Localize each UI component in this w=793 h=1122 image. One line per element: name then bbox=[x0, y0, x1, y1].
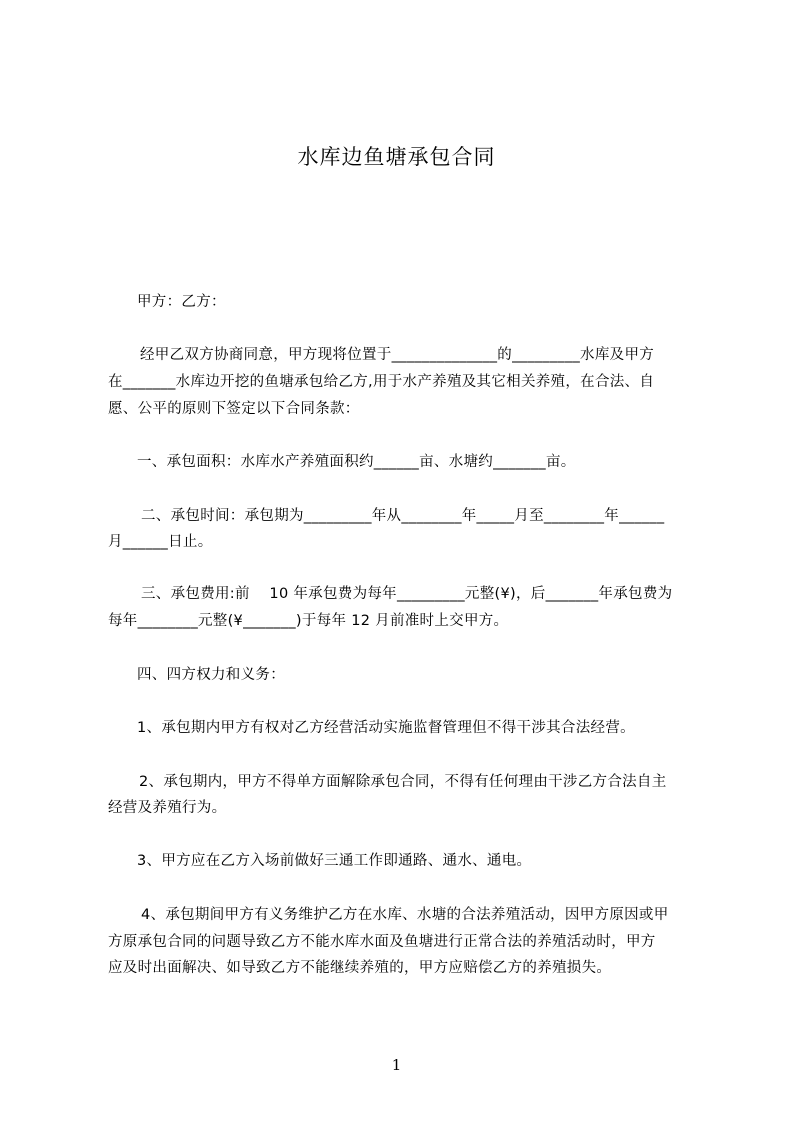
rights-item-2-line-1: 2、承包期内，甲方不得单方面解除承包合同，不得有任何理由干涉乙方合法自主 bbox=[139, 774, 667, 790]
clause-term-line-1: 二、承包时间：承包期为_________年从________年_____月至________年______ bbox=[141, 508, 665, 524]
intro-line-1: 经甲乙双方协商同意，甲方现将位置于______________的_________水库及甲方 bbox=[140, 347, 655, 363]
rights-item-2-line-2: 经营及养殖行为。 bbox=[108, 800, 227, 816]
rights-item-1: 1、承包期内甲方有权对乙方经营活动实施监督管理但不得干涉其合法经营。 bbox=[137, 720, 635, 736]
clause-fee-line-1: 三、承包费用:前 10 年承包费为每年_________元整(¥)，后_______年承包费为 bbox=[141, 586, 673, 602]
document-title: 水库边鱼塘承包合同 bbox=[297, 145, 496, 169]
intro-line-3: 愿、公平的原则下签定以下合同条款： bbox=[108, 401, 360, 417]
rights-item-4-line-1: 4、承包期间甲方有义务维护乙方在水库、水塘的合法养殖活动，因甲方原因或甲 bbox=[141, 907, 669, 923]
rights-item-3: 3、甲方应在乙方入场前做好三通工作即通路、通水、通电。 bbox=[137, 853, 532, 869]
parties-line: 甲方：乙方： bbox=[137, 294, 226, 310]
clause-area: 一、承包面积：水库水产养殖面积约______亩、水塘约_______亩。 bbox=[137, 454, 576, 470]
clause-rights-heading: 四、四方权力和义务： bbox=[137, 667, 285, 683]
clause-fee-line-2: 每年________元整(¥_______)于每年 12 月前准时上交甲方。 bbox=[108, 613, 509, 629]
page-number: 1 bbox=[391, 1056, 402, 1074]
rights-item-4-line-2: 方原承包合同的问题导致乙方不能水库水面及鱼塘进行正常合法的养殖活动时，甲方 bbox=[108, 934, 656, 950]
intro-line-2: 在_______水库边开挖的鱼塘承包给乙方,用于水产养殖及其它相关养殖，在合法、自 bbox=[108, 374, 655, 390]
clause-term-line-2: 月______日止。 bbox=[108, 534, 213, 550]
rights-item-4-line-3: 应及时出面解决、如导致乙方不能继续养殖的，甲方应赔偿乙方的养殖损失。 bbox=[108, 960, 612, 976]
